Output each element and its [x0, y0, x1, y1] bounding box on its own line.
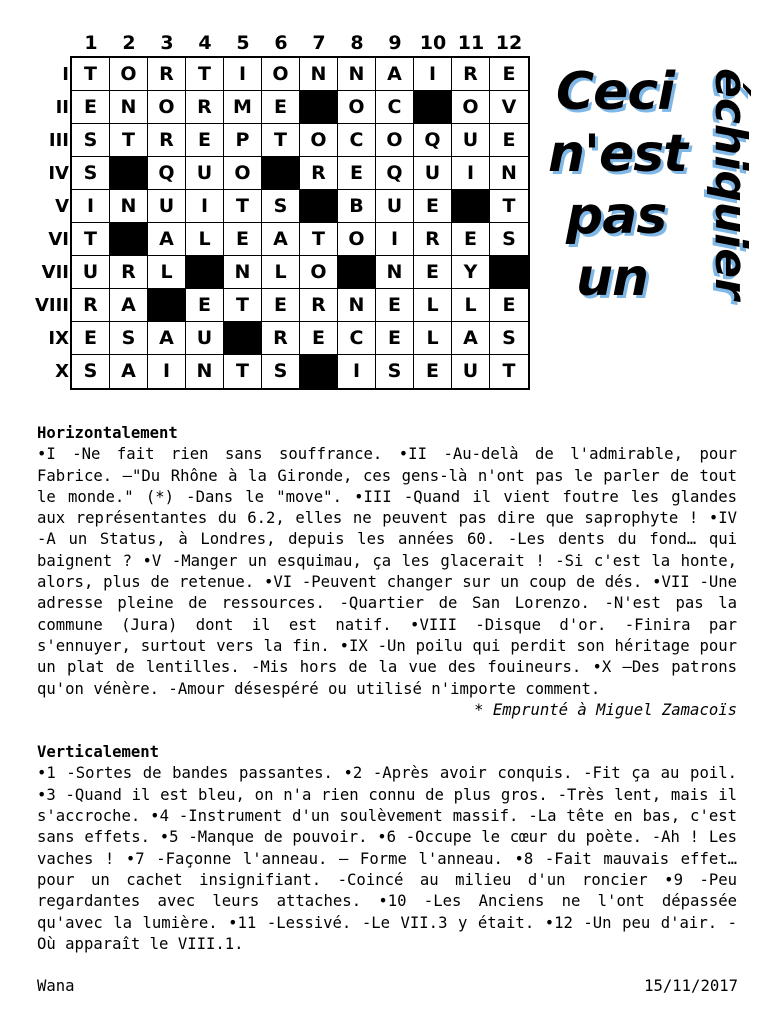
footer-date: 15/11/2017 [644, 977, 738, 995]
grid-cell: I [452, 157, 490, 190]
logo-line-2: n'est [548, 124, 688, 184]
crossword-grid [70, 56, 530, 390]
grid-cell: U [414, 157, 452, 190]
logo-vertical-word: échiquier [705, 68, 756, 300]
grid-cell: E [262, 289, 300, 322]
grid-cell: I [224, 58, 262, 91]
grid-cell: A [376, 58, 414, 91]
grid-cell: S [376, 355, 414, 388]
grid-cell-black [414, 91, 452, 124]
grid-cell: N [338, 58, 376, 91]
row-number: VI [48, 229, 69, 250]
grid-cell-black [338, 256, 376, 289]
grid-cell: S [490, 322, 528, 355]
grid-cell: E [186, 124, 224, 157]
column-number: 1 [84, 32, 98, 54]
grid-cell-black [110, 223, 148, 256]
title-logo [548, 62, 756, 312]
grid-cell: L [452, 289, 490, 322]
grid-cell: U [452, 355, 490, 388]
grid-cell: S [110, 322, 148, 355]
grid-cell: A [110, 355, 148, 388]
grid-cell: Q [148, 157, 186, 190]
grid-cell: O [224, 157, 262, 190]
grid-cell: R [148, 124, 186, 157]
grid-cell: E [376, 322, 414, 355]
grid-cell: P [224, 124, 262, 157]
grid-cell: U [376, 190, 414, 223]
grid-cell: S [262, 355, 300, 388]
grid-cell: O [110, 58, 148, 91]
grid-cell: U [186, 157, 224, 190]
grid-cell-black [300, 190, 338, 223]
grid-cell: A [110, 289, 148, 322]
logo-line-1: Ceci [556, 62, 675, 122]
grid-cell: Q [376, 157, 414, 190]
grid-cell: S [72, 157, 110, 190]
row-number: III [48, 130, 69, 151]
column-number: 5 [236, 32, 250, 54]
grid-cell: A [262, 223, 300, 256]
grid-cell: T [224, 355, 262, 388]
grid-cell: N [376, 256, 414, 289]
grid-cell: N [224, 256, 262, 289]
column-number: 10 [419, 32, 447, 54]
grid-cell: O [300, 124, 338, 157]
grid-cell: E [376, 289, 414, 322]
grid-cell: T [224, 190, 262, 223]
grid-cell-black [224, 322, 262, 355]
grid-cell: T [72, 223, 110, 256]
grid-cell: T [110, 124, 148, 157]
grid-cell: L [414, 322, 452, 355]
row-number: VII [41, 262, 69, 283]
author-name: Wana [37, 977, 75, 995]
row-number: II [55, 97, 69, 118]
quote-credit: * Emprunté à Miguel Zamacoïs [474, 700, 737, 719]
grid-cell: O [376, 124, 414, 157]
grid-cell: I [376, 223, 414, 256]
row-number: VIII [34, 295, 69, 316]
grid-cell: C [338, 124, 376, 157]
grid-cell-black [262, 157, 300, 190]
grid-cell: A [148, 322, 186, 355]
grid-cell-black [452, 190, 490, 223]
grid-cell: I [338, 355, 376, 388]
grid-cell: E [490, 124, 528, 157]
grid-cell: I [414, 58, 452, 91]
grid-cell-black [186, 256, 224, 289]
grid-cell: R [110, 256, 148, 289]
logo-line-3: pas [566, 186, 667, 246]
grid-cell: C [376, 91, 414, 124]
grid-cell: E [414, 190, 452, 223]
grid-cell: R [452, 58, 490, 91]
grid-cell: E [414, 256, 452, 289]
grid-cell: O [262, 58, 300, 91]
grid-cell: S [72, 355, 110, 388]
grid-cell: L [262, 256, 300, 289]
grid-cell: R [72, 289, 110, 322]
grid-cell-black [300, 91, 338, 124]
grid-cell: S [72, 124, 110, 157]
grid-cell: B [338, 190, 376, 223]
grid-cell: U [72, 256, 110, 289]
grid-cell: U [186, 322, 224, 355]
grid-cell: S [490, 223, 528, 256]
column-number: 8 [350, 32, 364, 54]
grid-cell: E [414, 355, 452, 388]
grid-cell: R [300, 289, 338, 322]
grid-cell: U [452, 124, 490, 157]
column-number: 7 [312, 32, 326, 54]
column-number: 3 [160, 32, 174, 54]
grid-cell-black [148, 289, 186, 322]
column-number: 9 [388, 32, 402, 54]
column-number: 12 [495, 32, 523, 54]
grid-cell: E [452, 223, 490, 256]
grid-cell: E [300, 322, 338, 355]
grid-cell: O [148, 91, 186, 124]
grid-cell: N [110, 190, 148, 223]
grid-cell: I [148, 355, 186, 388]
grid-cell: O [338, 223, 376, 256]
row-number: V [55, 196, 69, 217]
vertical-clues: •1 -Sortes de bandes passantes. •2 -Après avoir conquis. -Fit ça au poil. •3 -Quand il est bleu, on n'a rien connu de plus gros. -Très lent, mais il s'accroche. •4 -Instrument d'un soulèvement massif. -La tête en bas, c'est sans effets. •5 -Manque de pouvoir. •6 -Occupe le cœur du poète. -Ah ! Les vaches ! •7 -Façonne l'anneau. – Forme l'anneau. •8 -Fait mauvais effet… pour un cachet insignifiant. -Coincé au milieu d'un roncier •9 -Peu regardantes avec leurs attaches. •10 -Les Anciens ne l'ont dépassée qu'avec la lumière. •11 -Lessivé. -Le VII.3 y était. •12 -Un peu d'air. -Où apparaît le VIII.1. [37, 764, 737, 953]
grid-cell-black [110, 157, 148, 190]
grid-cell: L [186, 223, 224, 256]
grid-cell: O [452, 91, 490, 124]
grid-cell: T [224, 289, 262, 322]
grid-cell: A [148, 223, 186, 256]
grid-cell: T [502, 360, 516, 382]
column-number: 4 [198, 32, 212, 54]
grid-cell: T [72, 58, 110, 91]
grid-cell: E [490, 58, 528, 91]
grid-cell: N [300, 58, 338, 91]
grid-cell: E [490, 289, 528, 322]
grid-cell: L [148, 256, 186, 289]
spacer [37, 721, 737, 742]
grid-cell: E [338, 157, 376, 190]
column-number: 11 [457, 32, 485, 54]
grid-cell-black [300, 355, 338, 388]
logo-line-4: un [576, 248, 649, 308]
grid-cell: E [224, 223, 262, 256]
grid-cell: E [72, 91, 110, 124]
grid-cell: E [262, 91, 300, 124]
column-number: 6 [274, 32, 288, 54]
grid-cell: Q [414, 124, 452, 157]
grid-cell: S [262, 190, 300, 223]
grid-cell: O [300, 256, 338, 289]
grid-cell: R [148, 58, 186, 91]
grid-cell: N [490, 157, 528, 190]
grid-cell: I [186, 190, 224, 223]
grid-cell: R [262, 322, 300, 355]
row-number: X [55, 361, 69, 382]
grid-cell: L [414, 289, 452, 322]
grid-cell: N [338, 289, 376, 322]
row-number: IV [48, 163, 69, 184]
grid-cell: R [300, 157, 338, 190]
grid-cell: O [338, 91, 376, 124]
vertical-heading: Verticalement [37, 743, 160, 762]
clues [37, 423, 737, 955]
grid-cell: C [338, 322, 376, 355]
grid-cell: T [300, 223, 338, 256]
column-number: 2 [122, 32, 136, 54]
grid-cell: N [186, 355, 224, 388]
grid-cell: R [186, 91, 224, 124]
horizontal-clues: •I -Ne fait rien sans souffrance. •II -Au-delà de l'admirable, pour Fabrice. –"Du Rhône à la Gironde, ces gens-là n'ont pas le parler de tout le monde." (*) -Dans le "move". •III -Quand il vient foutre les glandes aux représentantes du 6.2, elles ne peuvent pas dire que saprophyte ! •IV -A un Status, à Londres, depuis les années 60. -Les dents du fond… qui baignent ? •V -Manger un esquimau, ça les glacerait ! -Si c'est la honte, alors, plus de retenue. •VI -Peuvent changer sur un coup de dés. •VII -Une adresse pleine de ressources. -Quartier de San Lorenzo. -N'est pas la commune (Jura) dont il est natif. •VIII -Disque d'or. -Finira par s'ennuyer, surtout vers la fin. •IX -Un poilu qui perdit son héritage pour un plat de lentilles. -Mis hors de la vue des fouineurs. •X –Des patrons qu'on vénère. -Amour désespéré ou utilisé n'importe comment. [37, 445, 737, 698]
grid-cell: Y [452, 256, 490, 289]
grid-cell: E [72, 322, 110, 355]
grid-cell: V [490, 91, 528, 124]
grid-cell: M [224, 91, 262, 124]
grid-cell: A [452, 322, 490, 355]
grid-cell: T [186, 58, 224, 91]
grid-cell: T [490, 190, 528, 223]
grid-cell: U [148, 190, 186, 223]
grid-cell: R [414, 223, 452, 256]
horizontal-heading: Horizontalement [37, 424, 178, 442]
grid-cell: E [186, 289, 224, 322]
grid-cell: T [262, 124, 300, 157]
grid-cell: I [72, 190, 110, 223]
grid-cell: N [110, 91, 148, 124]
row-number: IX [48, 328, 69, 349]
grid-cell-black [490, 256, 528, 289]
row-number: I [62, 64, 69, 85]
